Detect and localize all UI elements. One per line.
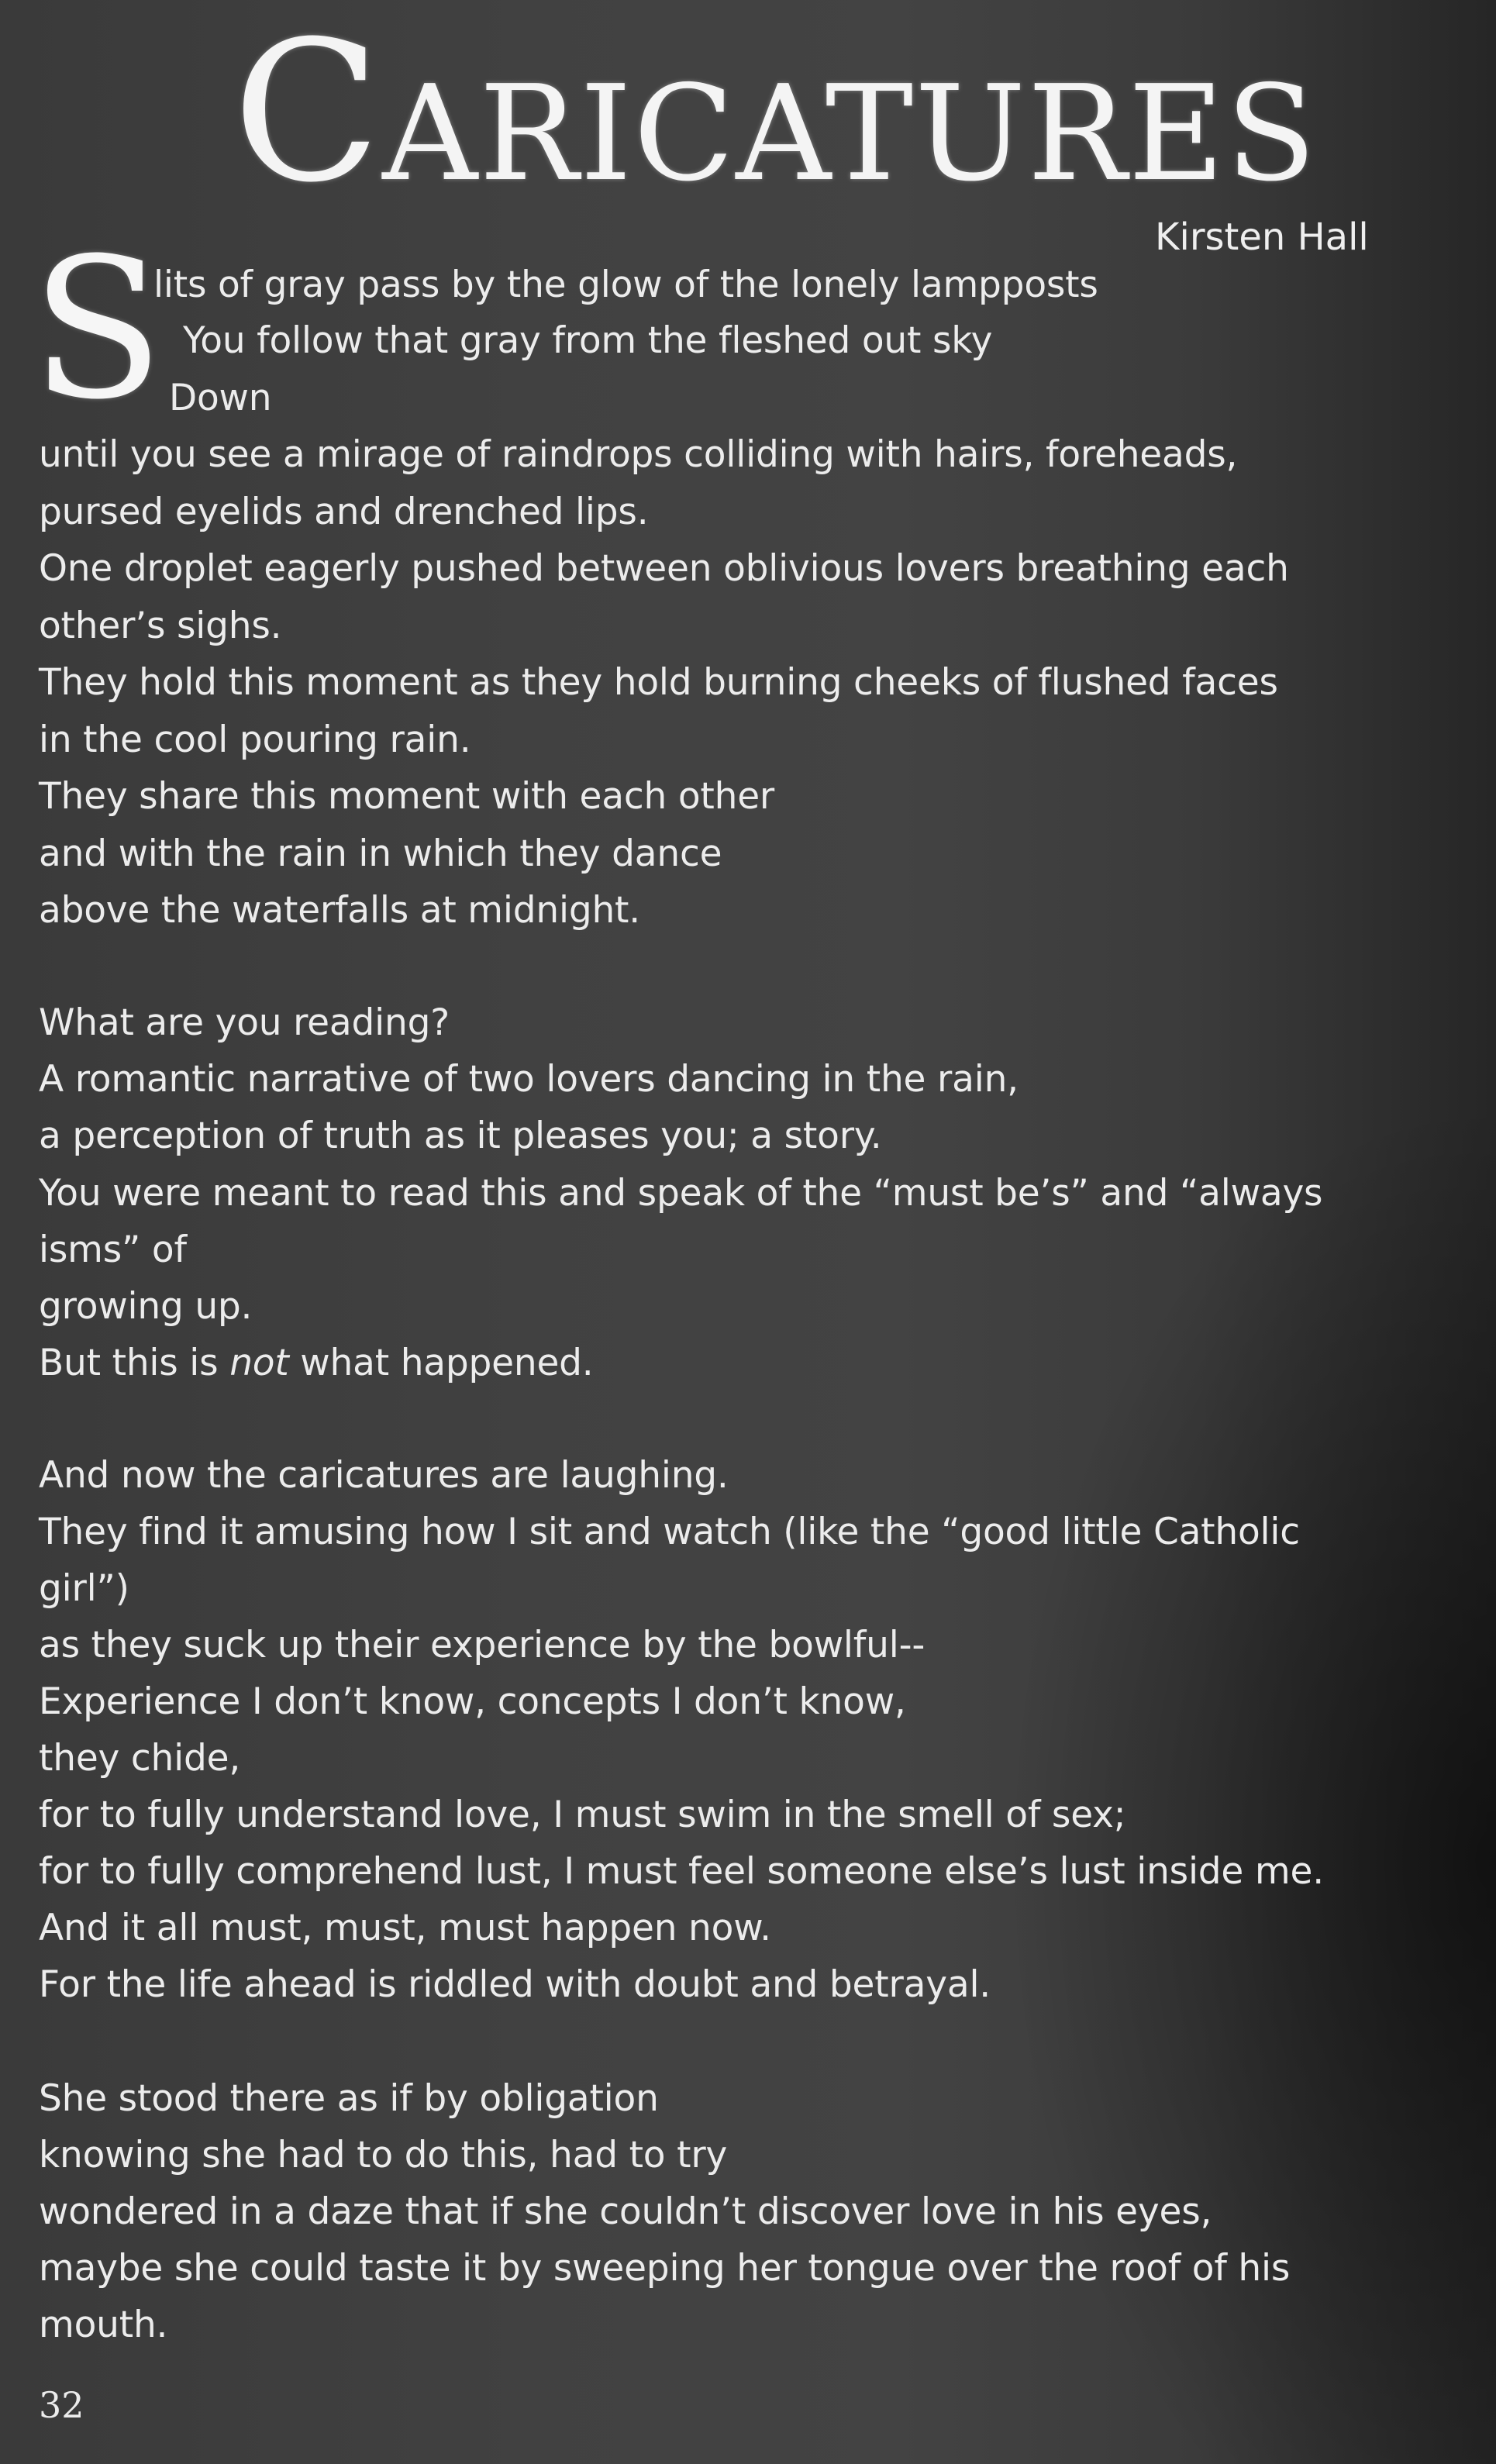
poem-line: growing up.: [39, 1285, 253, 1328]
poem-line-part: what happened.: [288, 1342, 594, 1384]
title-rest: ARICATURES: [382, 57, 1318, 211]
poem-line: They share this moment with each other: [39, 775, 775, 818]
poem-line: for to fully comprehend lust, I must feel someone else’s lust inside me.: [39, 1850, 1324, 1893]
poem-line: [39, 1342, 594, 1384]
poem-line: One droplet eagerly pushed between oblivious lovers breathing each: [39, 547, 1289, 590]
poem-line: above the waterfalls at midnight.: [39, 889, 641, 932]
poem-title: [233, 0, 1318, 225]
poem-line: They find it amusing how I sit and watch (like the “good little Catholic: [39, 1511, 1300, 1553]
poem-line: until you see a mirage of raindrops colliding with hairs, foreheads,: [39, 433, 1238, 476]
poem-line: wondered in a daze that if she couldn’t discover love in his eyes,: [39, 2190, 1212, 2233]
poem-line: Down: [169, 377, 272, 419]
poem-line: maybe she could taste it by sweeping her tongue over the roof of his: [39, 2247, 1291, 2290]
poem-line: as they suck up their experience by the bowlful--: [39, 1624, 926, 1666]
poem-line: and with the rain in which they dance: [39, 832, 722, 875]
page-number: 32: [39, 2384, 84, 2426]
poem-line: You were meant to read this and speak of the “must be’s” and “always: [39, 1172, 1323, 1215]
poem-line: What are you reading?: [39, 1001, 450, 1044]
poem-line-part: But this is: [39, 1342, 230, 1384]
poem-line: for to fully understand love, I must swim in the smell of sex;: [39, 1794, 1126, 1836]
emphasized-word: not: [229, 1342, 289, 1384]
poem-line: You follow that gray from the fleshed out sky: [183, 319, 993, 362]
poem-line: in the cool pouring rain.: [39, 719, 471, 761]
poem-line: a perception of truth as it pleases you; a story.: [39, 1115, 882, 1157]
poem-line: lits of gray pass by the glow of the lonely lampposts: [153, 264, 1098, 306]
poem-line: other’s sighs.: [39, 605, 282, 647]
poem-line: A romantic narrative of two lovers dancing in the rain,: [39, 1058, 1019, 1101]
poem-line: knowing she had to do this, had to try: [39, 2134, 728, 2176]
poem-line: they chide,: [39, 1737, 241, 1780]
drop-cap: S: [31, 216, 164, 442]
poem-line: pursed eyelids and drenched lips.: [39, 491, 649, 533]
author-name: Kirsten Hall: [1155, 215, 1369, 259]
poem-line: girl”): [39, 1567, 129, 1610]
poem-line: They hold this moment as they hold burning cheeks of flushed faces: [39, 661, 1278, 704]
poem-line: She stood there as if by obligation: [39, 2077, 659, 2120]
poem-line: isms” of: [39, 1229, 187, 1271]
poem-line: And it all must, must, must happen now.: [39, 1907, 771, 1949]
title-initial: C: [233, 0, 383, 225]
poem-line: And now the caricatures are laughing.: [39, 1454, 729, 1497]
poem-line: mouth.: [39, 2304, 168, 2346]
poem-line: Experience I don’t know, concepts I don’t know,: [39, 1680, 906, 1723]
poem-line: For the life ahead is riddled with doubt and betrayal.: [39, 1963, 991, 2006]
